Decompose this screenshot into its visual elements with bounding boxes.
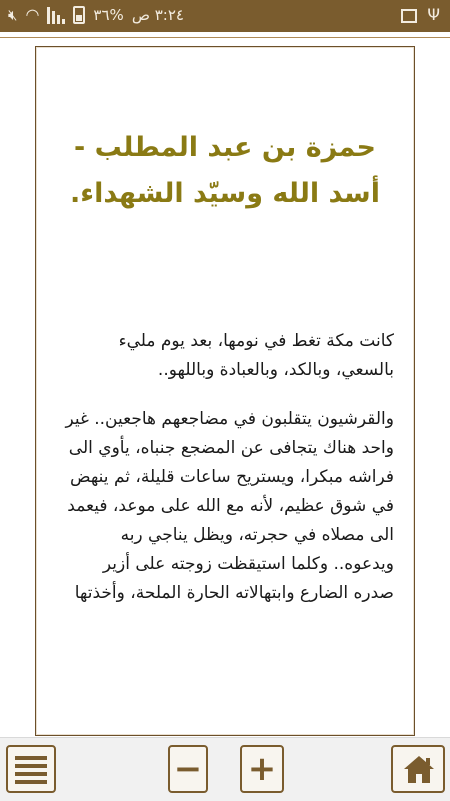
title-line-1: حمزة بن عبد المطلب -: [74, 132, 376, 163]
title-line-2: أسد الله وسيّد الشهداء.: [70, 178, 380, 209]
wifi-icon: ◠: [25, 5, 40, 24]
battery-percent: %٣٦: [93, 6, 124, 24]
plus-icon: +: [247, 749, 277, 789]
top-divider: [0, 37, 450, 38]
list-icon: [17, 756, 47, 788]
status-right: [401, 6, 440, 24]
article-title: [52, 125, 398, 217]
table-of-contents-button[interactable]: [6, 745, 56, 793]
paragraph: كانت مكة تغط في نومها، بعد يوم مليء بالسعي، وبالكد، وبالعبادة وباللهو..: [118, 331, 394, 380]
status-left: [8, 6, 184, 24]
signal-icon: [47, 6, 65, 24]
home-icon: [402, 753, 436, 785]
increase-font-button[interactable]: [240, 745, 284, 793]
minus-icon: −: [173, 749, 203, 789]
paragraph: والقرشيون يتقلبون في مضاجعهم هاجعين.. غير واحد هناك يتجافى عن المضجع جنباه، يأوي الى فراشه مبكرا، ويستريح ساعات قليلة، ثم ينهض في شوق عظيم، لأنه مع الله على موعد، فيعمد الى مصلاه في حجرته، ويظل يناجي ربه ويدعوه.. وكلما استيقظت زوجته على أزير صدره الضارع وابتهالاته الحارة الملحة، وأخذتها: [65, 409, 394, 603]
home-button[interactable]: [391, 745, 445, 793]
mute-icon: 🔇︎: [8, 6, 18, 24]
status-bar: [0, 0, 450, 32]
clock: ٣:٢٤ ص: [131, 6, 184, 24]
battery-icon: [73, 6, 85, 24]
article-body: [62, 327, 394, 628]
article-page[interactable]: [35, 46, 415, 736]
bottom-toolbar: [0, 737, 450, 801]
usb-icon: Ψ: [427, 5, 440, 24]
image-icon: [401, 9, 417, 23]
decrease-font-button[interactable]: [168, 745, 208, 793]
